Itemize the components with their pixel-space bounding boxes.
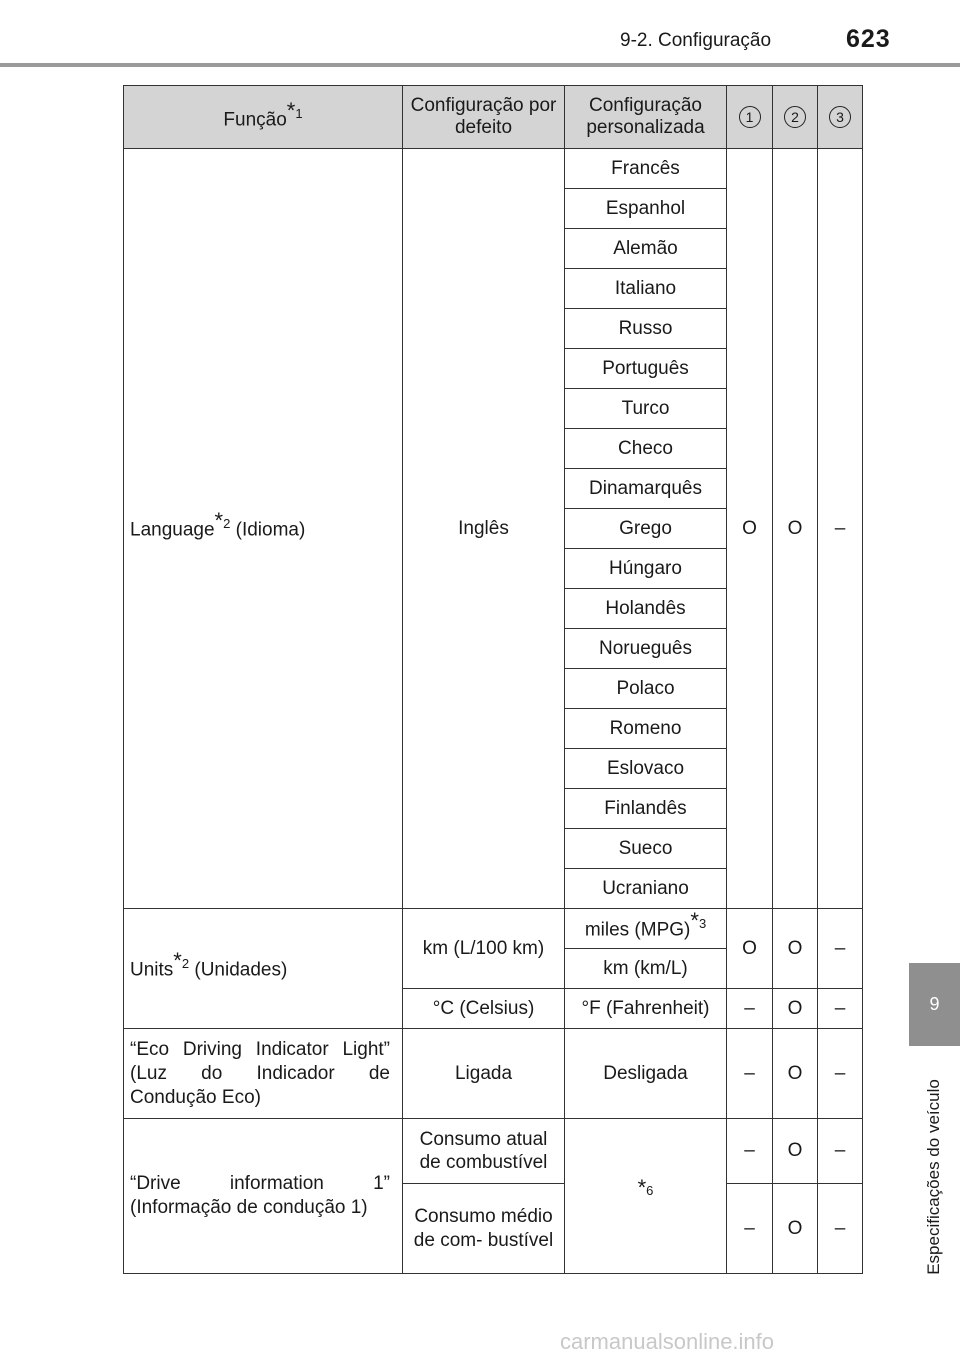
header-custom: Configuração personalizada — [565, 86, 727, 149]
drive-c1: – — [727, 1184, 773, 1274]
language-option: Grego — [565, 509, 727, 549]
units-option: miles (MPG)*$^3$ — [565, 909, 727, 949]
drive-default: Consumo atual de combustível — [403, 1119, 565, 1184]
circled-1-icon: 1 — [739, 106, 761, 128]
circled-2-icon: 2 — [784, 106, 806, 128]
language-option: Checo — [565, 429, 727, 469]
units-c3: – — [818, 909, 863, 989]
drive-c3: – — [818, 1119, 863, 1184]
language-option: Húngaro — [565, 549, 727, 589]
temp-c2: O — [773, 989, 818, 1029]
language-option: Turco — [565, 389, 727, 429]
language-c3: – — [818, 149, 863, 909]
language-function: Language*$^2$ (Idioma) — [124, 149, 403, 909]
units-c1: O — [727, 909, 773, 989]
watermark: carmanualsonline.info — [560, 1329, 775, 1354]
settings-table — [123, 85, 863, 1274]
language-option: Holandês — [565, 589, 727, 629]
header-rule — [0, 63, 960, 67]
language-option: Norueguês — [565, 629, 727, 669]
drive-c1: – — [727, 1119, 773, 1184]
eco-c3: – — [818, 1029, 863, 1119]
table-row — [124, 909, 863, 949]
language-option: Ucraniano — [565, 869, 727, 909]
table-header-row — [124, 86, 863, 149]
language-option: Espanhol — [565, 189, 727, 229]
drive-c3: – — [818, 1184, 863, 1274]
temp-c1: – — [727, 989, 773, 1029]
language-option: Romeno — [565, 709, 727, 749]
temp-option: °F (Fahrenheit) — [565, 989, 727, 1029]
eco-function: “Eco Driving Indicator Light” (Luz do Indicador de Condução Eco) — [124, 1029, 403, 1119]
temp-c3: – — [818, 989, 863, 1029]
drive-custom: *$^6$ — [565, 1119, 727, 1274]
language-option: Dinamarquês — [565, 469, 727, 509]
section-title: 9-2. Configuração — [620, 30, 772, 51]
drive-c2: O — [773, 1184, 818, 1274]
language-option: Polaco — [565, 669, 727, 709]
circled-3-icon: 3 — [829, 106, 851, 128]
eco-default: Ligada — [403, 1029, 565, 1119]
language-default: Inglês — [403, 149, 565, 909]
drive-default: Consumo médio de com- bustível — [403, 1184, 565, 1274]
language-option: Italiano — [565, 269, 727, 309]
language-option: Eslovaco — [565, 749, 727, 789]
page-number: 623 — [846, 25, 891, 53]
language-c1: O — [727, 149, 773, 909]
units-function: Units*$^2$ (Unidades) — [124, 909, 403, 1029]
drive-function: “Drive information 1” (Informação de condução 1) — [124, 1119, 403, 1274]
language-option: Russo — [565, 309, 727, 349]
table-row — [124, 1029, 863, 1119]
header-col-1 — [727, 86, 773, 149]
header-function: Função*$^1$ — [124, 86, 403, 149]
table-row — [124, 1119, 863, 1184]
language-option: Sueco — [565, 829, 727, 869]
eco-c2: O — [773, 1029, 818, 1119]
table-row — [124, 149, 863, 189]
chapter-number: 9 — [929, 994, 940, 1014]
language-option: Alemão — [565, 229, 727, 269]
units-option: km (km/L) — [565, 949, 727, 989]
eco-custom: Desligada — [565, 1029, 727, 1119]
units-default: km (L/100 km) — [403, 909, 565, 989]
header-col-3 — [818, 86, 863, 149]
units-c2: O — [773, 909, 818, 989]
chapter-tab — [909, 963, 960, 1046]
language-option: Francês — [565, 149, 727, 189]
language-option: Português — [565, 349, 727, 389]
header-col-2 — [773, 86, 818, 149]
language-c2: O — [773, 149, 818, 909]
language-option: Finlandês — [565, 789, 727, 829]
eco-c1: – — [727, 1029, 773, 1119]
header-default: Configuração por defeito — [403, 86, 565, 149]
temp-default: °C (Celsius) — [403, 989, 565, 1029]
drive-c2: O — [773, 1119, 818, 1184]
chapter-label: Especificações do veículo — [924, 1079, 943, 1275]
